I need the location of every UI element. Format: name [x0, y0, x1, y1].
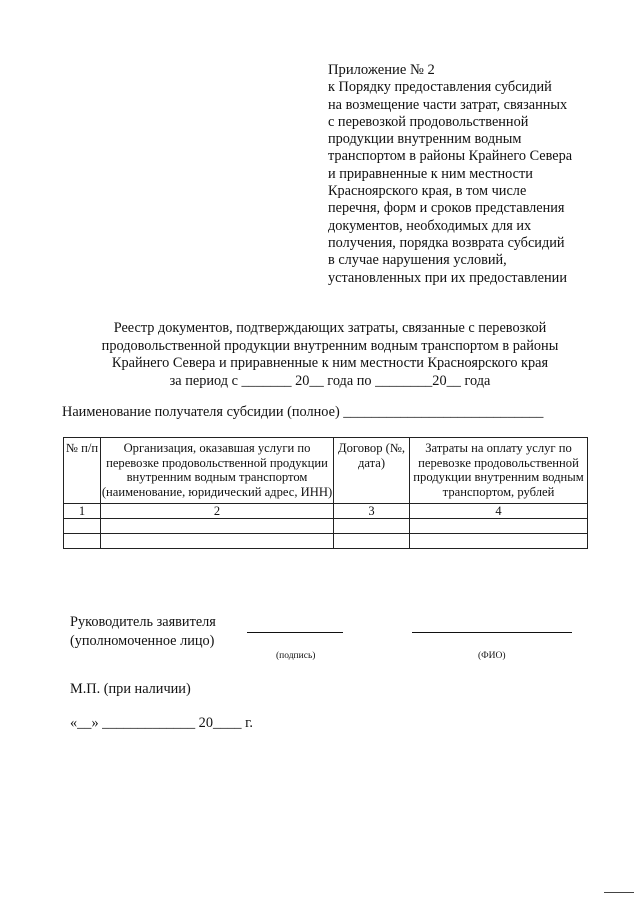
appendix-line: Красноярского края, в том числе — [328, 183, 527, 200]
header-organization: Организация, оказавшая услуги по перевозке продовольственной продукции внутренним водным транспортом (наименование, юридический адрес, ИНН) — [101, 438, 334, 504]
appendix-line: установленных при их предоставлении — [328, 269, 567, 286]
title-line: Реестр документов, подтверждающих затраты, связанные с перевозкой — [113, 320, 547, 336]
table-cell[interactable] — [64, 534, 101, 549]
header-contract: Договор (№, дата) — [334, 438, 410, 504]
table-row — [64, 534, 588, 549]
appendix-block — [328, 62, 618, 287]
appendix-line: транспортом в районы Крайнего Севера — [328, 148, 573, 165]
page-corner-mark — [604, 892, 634, 893]
table-cell[interactable] — [334, 534, 410, 549]
appendix-number: Приложение № 2 — [328, 62, 435, 78]
header-costs: Затраты на оплату услуг по перевозке продовольственной продукции внутренним водным транспортом, рублей — [410, 438, 588, 504]
full-name-caption: (ФИО) — [478, 651, 506, 661]
full-name-line[interactable] — [412, 632, 572, 633]
signature-line[interactable] — [247, 632, 343, 633]
signatory-title: Руководитель заявителя — [70, 614, 216, 630]
column-number: 3 — [334, 504, 410, 519]
document-title — [60, 320, 600, 390]
table-header-row — [64, 438, 588, 504]
table-cell[interactable] — [410, 519, 588, 534]
table-cell[interactable] — [101, 534, 334, 549]
title-line: Крайнего Севера и приравненные к ним местности Красноярского края — [111, 355, 549, 371]
column-number: 4 — [410, 504, 588, 519]
appendix-line: продукции внутренним водным — [328, 131, 522, 148]
signature-caption: (подпись) — [276, 651, 316, 661]
appendix-line: получения, порядка возврата субсидий — [328, 234, 565, 251]
appendix-line: перечня, форм и сроков представления — [328, 200, 565, 217]
table-cell[interactable] — [410, 534, 588, 549]
appendix-line: документов, необходимых для их — [328, 217, 532, 234]
appendix-line: на возмещение части затрат, связанных — [328, 96, 568, 113]
title-line: продовольственной продукции внутренним водным транспортом в районы — [101, 337, 559, 354]
appendix-line: к Порядку предоставления субсидий — [328, 79, 552, 96]
register-table — [63, 437, 588, 549]
appendix-line: с перевозкой продовольственной — [328, 113, 529, 130]
appendix-line: и приравненные к ним местности — [328, 165, 533, 182]
table-row — [64, 519, 588, 534]
table-cell[interactable] — [101, 519, 334, 534]
stamp-label: М.П. (при наличии) — [70, 681, 191, 697]
table-cell[interactable] — [334, 519, 410, 534]
recipient-name-field[interactable]: Наименование получателя субсидии (полное) ____________________________ — [62, 404, 544, 420]
column-number: 1 — [64, 504, 101, 519]
table-numbering-row — [64, 504, 588, 519]
appendix-line: в случае нарушения условий, — [328, 252, 507, 269]
column-number: 2 — [101, 504, 334, 519]
period-line: за период с _______ 20__ года по ________20__ года — [169, 372, 491, 389]
date-line[interactable]: «__» _____________ 20____ г. — [70, 715, 253, 731]
header-number: № п/п — [64, 438, 101, 504]
signatory-subtitle: (уполномоченное лицо) — [70, 633, 215, 649]
table-cell[interactable] — [64, 519, 101, 534]
